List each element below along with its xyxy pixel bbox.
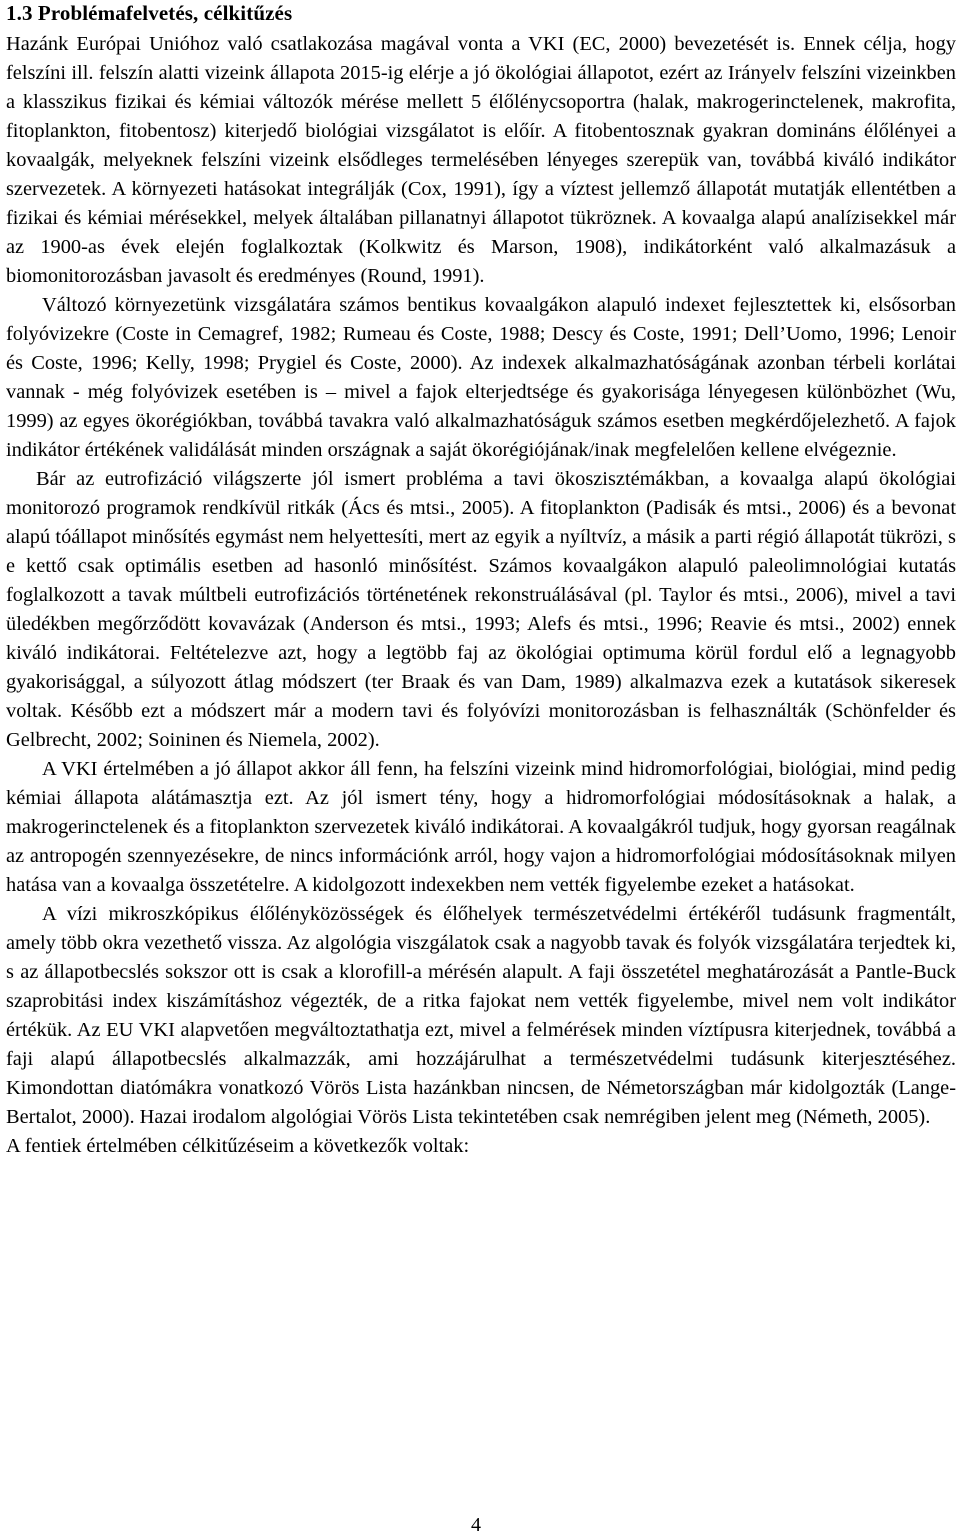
paragraph-diatom-indices: Változó környezetünk vizsgálatára számos bentikus kovaalgákon alapuló indexet fejlesztettek ki, elsősorban folyóvizekre (Coste in Cemagref, 1982; Rumeau és Coste, 1988; Descy és Coste, 1991; Dell’Uomo, 1996; Lenoir és Coste, 1996; Kelly, 1998; Prygiel és Coste, 2000). Az indexek alkalmazhatóságának azonban térbeli korlátai vannak - még folyóvizek esetében is – mivel a fajok elterjedtsége és gyakorisága lényegesen különbözhet (Wu, 1999) az egyes ökorégiókban, továbbá tavakra való alkalmazhatóságuk számos esetben megkérdőjelezhető. A fajok indikátor értékének validálását minden országnak a saját ökorégiójának/inak megfelelően kellene elvégeznie. xyxy=(6,294,956,461)
paragraph-conservation-value: A vízi mikroszkópikus élőlényközösségek és élőhelyek természetvédelmi értékéről tudásunk fragmentált, amely több okra vezethető vissza. Az algológia viszgálatok csak a nagyobb tavak és folyók vizsgálatára terjedtek ki, s az állapotbecslés sokszor ott is csak a klorofill-a mérésén alapult. A faji összetétel meghatározását a Pantle-Buck szaprobitási index kiszámításhoz végezték, de a ritka fajokat nem vették figyelembe, mivel nem volt indikátor értékük. Az EU VKI alapvetően megváltoztathatja ezt, mivel a felmérések minden víztípusra kiterjednek, továbbá a faji alapú állapotbecslés alkalmazzák, ami hozzájárulhat a természetvédelmi tudásunk kiterjesztéséhez. Kimondottan diatómákra vonatkozó Vörös Lista hazánkban nincsen, de Németországban már kidolgozták (Lange-Bertalot, 2000). Hazai irodalom algológiai Vörös Lista tekintetében csak nemrégiben jelent meg (Németh, 2005). xyxy=(6,903,956,1128)
paragraph-lake-eutrophication: Bár az eutrofizáció világszerte jól ismert probléma a tavi ökoszisztémákban, a kovaalga alapú ökológiai monitorozó programok rendkívül ritkák (Ács és mtsi., 2005). A fitoplankton (Padisák és mtsi., 2006) és a bevonat alapú tóállapot minősítés egymást nem helyettesíti, mert az egyik a nyíltvíz, a másik a parti régió állapotát tükrözi, s e kettő csak optimális esetben ad hasonló minősítést. Számos kovaalgákon alapuló paleolimnológiai kutatás foglalkozott a tavak múltbeli eutrofizációs történetének rekonstruálásával (pl. Taylor és mtsi., 2006), mivel a tavi üledékben megőrződött kovavázak (Anderson és mtsi., 1993; Alefs és mtsi., 1996; Reavie és mtsi., 2002) ennek kiváló indikátorai. Feltételezve azt, hogy a legtöbb faj az ökológiai optimuma körül fordul elő a legnagyobb gyakorisággal, a súlyozott átlag módszert (ter Braak és van Dam, 1989) alkalmazva ezek a kutatások sikeresek voltak. Később ezt a módszert már a modern tavi és folyóvízi monitorozásban is felhasználták (Schönfelder és Gelbrecht, 2002; Soininen és Niemela, 2002). xyxy=(6,468,956,751)
page-number: 4 xyxy=(471,1514,481,1536)
paragraph-wfd-introduction: Hazánk Európai Unióhoz való csatlakozása magával vonta a VKI (EC, 2000) bevezetését is. Ennek célja, hogy felszíni ill. felszín alatti vizeink állapota 2015-ig elérje a jó ökológiai állapotot, ezért az Irányelv felszíni vizeinkben a klasszikus fizikai és kémiai változók mérése mellett 5 élőlénycsoportra (halak, makrogerinctelenek, makrofita, fitoplankton, fitobentosz) kiterjedő biológiai vizsgálatot is előír. A fitobentosznak gyakran domináns élőlényei a kovaalgák, melyeknek felszíni vizeink elsődleges termelésében lényeges szerepük van, továbbá kiváló indikátor szervezetek. A környezeti hatásokat integrálják (Cox, 1991), így a víztest jellemző állapotát mutatják ellentétben a fizikai és kémiai mérésekkel, melyek általában pillanatnyi állapotot tükröznek. A kovaalga alapú analízisekkel már az 1900-as évek elején foglalkoztak (Kolkwitz és Marson, 1908), indikátorként való alkalmazásuk a biomonitorozásban javasolt és eredményes (Round, 1991). xyxy=(6,33,956,287)
section-heading: 1.3 Problémafelvetés, célkitűzés xyxy=(6,1,293,25)
paragraph-hydromorphology: A VKI értelmében a jó állapot akkor áll fenn, ha felszíni vizeink mind hidromorfológiai, biológiai, mind pedig kémiai állapota alátámasztja ezt. Az jól ismert tény, hogy a hidromorfológiai módosításoknak a halak, a makrogerinctelenek és a fitoplankton szervezetek kiváló indikátorai. A kovaalgákról tudjuk, hogy gyorsan reagálnak az antropogén szennyezésekre, de nincs információnk arról, hogy vajon a hidromorfológiai módosításoknak milyen hatása van a kovaalga összetételre. A kidolgozott indexekben nem vették figyelembe ezeket a hatásokat. xyxy=(6,758,956,896)
closing-line: A fentiek értelmében célkitűzéseim a következők voltak: xyxy=(6,1135,470,1157)
document-page xyxy=(6,0,956,1161)
